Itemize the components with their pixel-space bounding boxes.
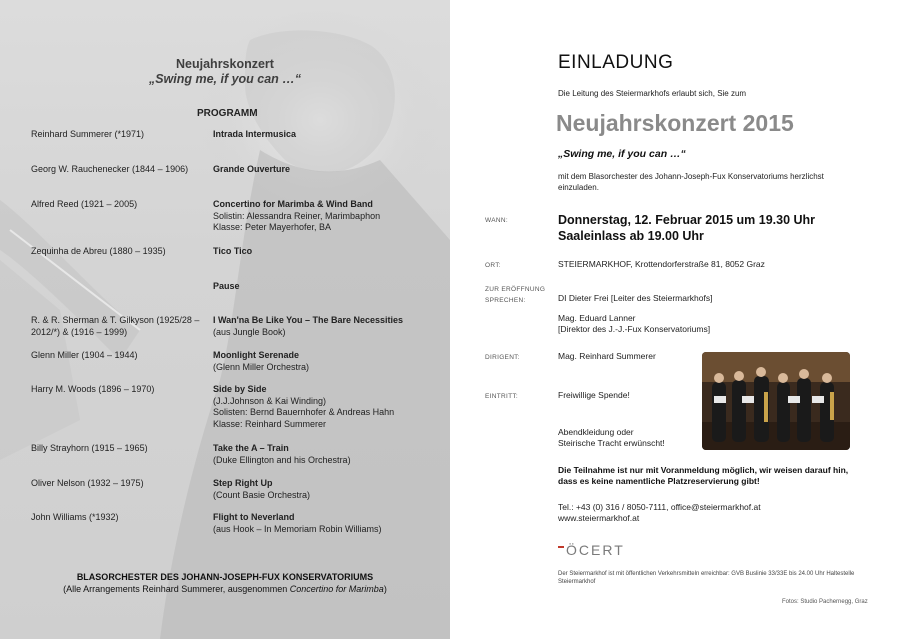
contact-website[interactable]: www.steiermarkhof.at [558,513,640,523]
program-piece-detail: (Duke Ellington and his Orchestra) [213,454,351,465]
event-date-time: Donnerstag, 12. Februar 2015 um 19.30 Uhr [558,213,816,227]
event-date [558,212,815,244]
orchestra-name: BLASORCHESTER DES JOHANN-JOSEPH-FUX KONSERVATORIUMS [76,572,374,582]
program-composer: Oliver Nelson (1932 – 1975) [31,478,144,488]
program-piece-title: Side by Side [213,384,267,394]
program-piece-title: Concertino for Marimba & Wind Band [213,199,373,209]
concert-title: Neujahrskonzert [176,57,274,71]
program-composer: Georg W. Rauchenecker (1844 – 1906) [31,164,189,174]
opening-label: ZUR ERÖFFNUNG SPRECHEN: [485,286,546,304]
program-piece [213,478,441,501]
contact-phone-email[interactable]: Tel.: +43 (0) 316 / 8050-7111, office@steiermarkhof.at [558,502,761,512]
program-piece-title: Moonlight Serenade [213,350,300,360]
program-piece [213,315,441,338]
venue: STEIERMARKHOF, Krottendorferstraße 81, 8052 Graz [558,259,765,269]
program-piece [213,443,441,466]
invitation-heading: EINLADUNG [558,52,674,73]
entry-label: EINTRITT: [485,393,519,400]
concert-subtitle: „Swing me, if you can …“ [148,72,302,86]
arrangement-note: (Alle Arrangements Reinhard Summerer, ausgenommen Concertino for Marimba) [63,583,387,594]
program-piece [213,512,441,535]
program-piece-detail: (J.J.Johnson & Kai Winding) [213,395,327,406]
concert-heading [0,57,450,87]
program-piece [213,129,441,141]
invitation-panel [450,0,900,639]
program-piece-title: Flight to Neverland [213,512,295,522]
admission-time: Saaleinlass ab 19.00 Uhr [558,229,704,243]
concert-name: Neujahrskonzert 2015 [556,110,794,136]
registration-notice: Die Teilnahme ist nur mit Voranmeldung möglich, wir weisen darauf hin, dass es keine namentliche Platzreservierung gibt! [558,465,849,486]
program-piece [213,350,441,373]
program-composer: Zequinha de Abreu (1880 – 1935) [31,246,166,256]
when-label: WANN: [485,217,508,224]
program-piece-detail: Klasse: Reinhard Summerer [213,418,327,429]
program-composer: Alfred Reed (1921 – 2005) [31,199,138,209]
conductor: Mag. Reinhard Summerer [558,351,656,361]
svg-text:ÖCERT: ÖCERT [566,542,625,558]
program-piece [213,199,441,234]
program-composer: Glenn Miller (1904 – 1944) [31,350,138,360]
program-piece-title: Tico Tico [213,246,253,256]
concert-subtitle-right: „Swing me, if you can …“ [558,148,686,160]
program-piece-detail: (aus Jungle Book) [213,326,286,337]
program-piece [213,384,441,430]
transport-footnote: Der Steiermarkhof ist mit öffentlichen Verkehrsmitteln erreichbar: GVB Buslinie 33/33E bis 24.00 Uhr Haltestelle Steiermarkhof [558,571,855,585]
program-composer: John Williams (*1932) [31,512,119,522]
where-label: ORT: [485,262,501,269]
program-piece-detail: (Count Basie Orchestra) [213,489,311,500]
program-piece-detail: (Glenn Miller Orchestra) [213,361,310,372]
program-heading: PROGRAMM [197,108,258,119]
program-piece-title: Pause [213,281,240,291]
program-piece-title: Step Right Up [213,478,273,488]
program-piece-detail: (aus Hook – In Memoriam Robin Williams) [213,523,382,534]
program-piece [213,281,441,293]
conductor-label: DIRIGENT: [485,354,520,361]
program-piece-title: Grande Ouverture [213,164,291,174]
speaker-1: DI Dieter Frei [Leiter des Steiermarkhofs] [558,293,713,303]
program-composer: Harry M. Woods (1896 – 1970) [31,384,155,394]
contact-info [558,502,761,524]
program-piece-detail: Klasse: Peter Mayerhofer, BA [213,222,332,232]
band-photo [702,352,850,450]
program-composer: Reinhard Summerer (*1971) [31,129,145,139]
photo-credit: Fotos: Studio Pachernegg, Graz [782,599,868,605]
invite-text: mit dem Blasorchester des Johann-Joseph-Fux Konservatoriums herzlichst einzuladen. [558,172,824,192]
dress-code: Abendkleidung oder Steirische Tracht erwünscht! [558,427,665,448]
program-piece [213,164,441,176]
program-piece-title: Take the A – Train [213,443,289,453]
program-piece-title: Intrada Intermusica [213,129,297,139]
entry-value: Freiwillige Spende! [558,390,630,400]
oecert-logo [558,538,638,560]
orchestra-footer [0,572,450,595]
program-piece-title: I Wan'na Be Like You – The Bare Necessities [213,315,404,325]
program-composer: Billy Strayhorn (1915 – 1965) [31,443,148,453]
speaker-2: Mag. Eduard Lanner [Direktor des J.-J.-Fux Konservatoriums] [558,313,711,334]
intro-line: Die Leitung des Steiermarkhofs erlaubt sich, Sie zum [558,89,747,98]
program-piece [213,246,441,258]
program-piece-detail: Solisten: Bernd Bauernhofer & Andreas Hahn [213,407,395,417]
program-composer: R. & R. Sherman & T. Gilkyson (1925/28 – 2012/*) & (1916 – 1999) [31,315,200,337]
program-piece-detail: Solistin: Alessandra Reiner, Marimbaphon [213,210,381,221]
